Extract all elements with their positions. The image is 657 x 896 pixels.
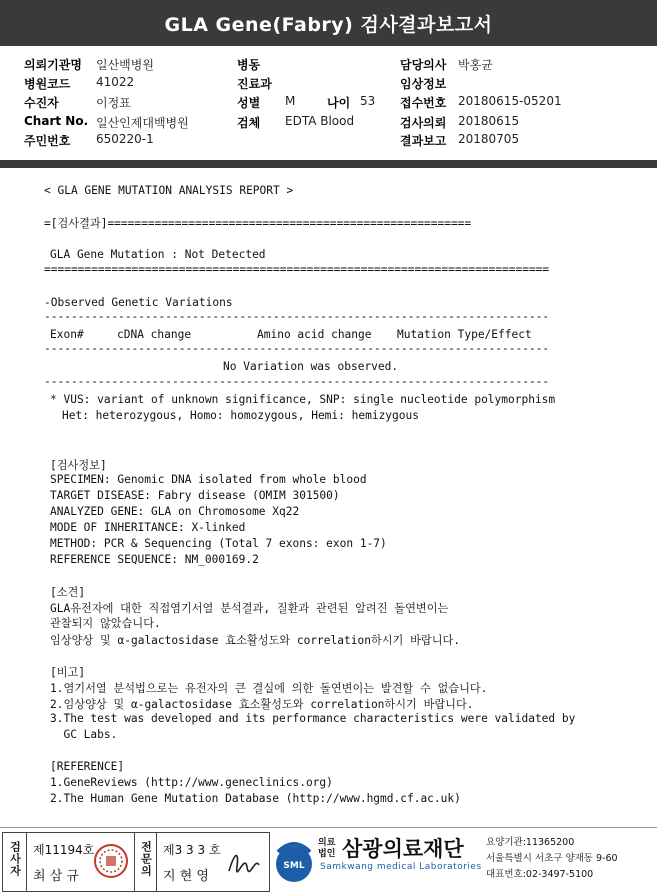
table-header-exon: Exon#: [50, 328, 84, 341]
tester-license: 제11194호: [33, 843, 95, 857]
institution-code: 요양기관:11365200: [486, 837, 575, 848]
remark-line: 3.The test was developed and its performance characteristics were validated by: [50, 712, 576, 725]
info-row: [0, 56, 657, 74]
info-label: Chart No.: [24, 114, 89, 128]
observed-title: -Observed Genetic Variations: [44, 296, 233, 309]
opinion-title: [소견]: [50, 586, 86, 599]
mutation-result: GLA Gene Mutation : Not Detected: [50, 248, 266, 261]
info-row: [0, 75, 657, 93]
info-value: 53: [360, 94, 376, 108]
signature-icon: [225, 847, 263, 877]
tester-seal-icon: [93, 843, 129, 879]
info-label: 담당의사: [400, 58, 447, 72]
info-label: 결과보고: [400, 134, 447, 148]
opinion-line: GLA유전자에 대한 직접염기서열 분석결과, 질환과 관련된 알려진 돌연변이는: [50, 602, 449, 615]
address: 서울특별시 서초구 양재동 9-60: [486, 853, 618, 864]
info-label: 진료과: [237, 77, 272, 91]
info-value: M: [285, 94, 296, 108]
info-value: 20180615: [458, 114, 520, 128]
reference-title: [REFERENCE]: [50, 760, 125, 773]
sml-logo-icon: [272, 838, 316, 884]
remark-line: GC Labs.: [50, 728, 118, 741]
info-row: [0, 94, 657, 112]
info-label: 임상정보: [400, 77, 447, 91]
specialist-name: 지 현 영: [163, 869, 209, 884]
single-rule: ---------------------------------------------------------------------------: [44, 375, 550, 388]
specialist-license: 제3 3 3 호: [163, 843, 221, 857]
info-label: 성별: [237, 96, 261, 110]
opinion-line: 관찰되지 않았습니다.: [50, 617, 161, 630]
info-line: METHOD: PCR & Sequencing (Total 7 exons: exon 1-7): [50, 537, 387, 550]
remark-line: 1.염기서열 분석법으로는 유전자의 큰 결실에 의한 돌연변이는 발견할 수 없습니다.: [50, 682, 488, 695]
no-variation-text: No Variation was observed.: [223, 360, 399, 373]
info-label: 나이: [327, 96, 351, 110]
info-line: MODE OF INHERITANCE: X-linked: [50, 521, 246, 534]
remark-line: 2.임상양상 및 α-galactosidase 효소활성도와 correlation하시기 바랍니다.: [50, 698, 474, 711]
info-value: 박홍균: [458, 58, 493, 72]
report-body: [0, 168, 657, 828]
report-heading: < GLA GENE MUTATION ANALYSIS REPORT >: [44, 184, 294, 197]
info-value: 20180615-05201: [458, 94, 562, 108]
cell-divider: [156, 833, 157, 891]
info-row: [0, 114, 657, 132]
info-label: 접수번호: [400, 96, 447, 110]
table-header-cdna: cDNA change: [117, 328, 192, 341]
info-label: 검사의뢰: [400, 116, 447, 130]
info-label: 검체: [237, 116, 261, 130]
info-line: ANALYZED GENE: GLA on Chromosome Xq22: [50, 505, 300, 518]
signature-box: [2, 832, 270, 892]
reference-line: 1.GeneReviews (http://www.geneclinics.org): [50, 776, 333, 789]
info-value: 20180705: [458, 132, 520, 146]
info-value: 650220-1: [96, 132, 154, 146]
result-header-label: =[검사결과]: [44, 217, 108, 230]
info-row: [0, 132, 657, 150]
info-section-title: [검사정보]: [50, 459, 107, 472]
info-line: TARGET DISEASE: Fabry disease (OMIM 301500): [50, 489, 340, 502]
info-label: 수진자: [24, 96, 59, 110]
single-rule: ---------------------------------------------------------------------------: [44, 342, 550, 355]
cell-divider: [134, 833, 135, 891]
table-header-mutation: Mutation Type/Effect: [397, 328, 532, 341]
info-value: EDTA Blood: [285, 114, 355, 128]
table-header-amino: Amino acid change: [257, 328, 372, 341]
tester-label: 검사자: [8, 841, 22, 877]
info-label: 병원코드: [24, 77, 71, 91]
remark-title: [비고]: [50, 666, 86, 679]
tester-name: 최 삼 규: [33, 869, 79, 884]
phone: 대표번호:02-3497-5100: [486, 869, 594, 880]
logo-text: SML: [283, 861, 305, 871]
info-label: 의뢰기관명: [24, 58, 82, 72]
info-line: SPECIMEN: Genomic DNA isolated from whole blood: [50, 473, 367, 486]
org-prefix: 의료 법인: [318, 838, 336, 859]
result-header: [44, 215, 471, 231]
header-separator: [0, 160, 657, 168]
specialist-label: 전문의: [139, 841, 153, 877]
het-note: Het: heterozygous, Homo: homozygous, Hemi: hemizygous: [62, 409, 419, 422]
footer: [0, 827, 657, 896]
report-title: GLA Gene(Fabry) 검사결과보고서: [0, 0, 657, 46]
double-rule: ===========================================================================: [44, 263, 550, 276]
org-english-name: Samkwang medical Laboratories: [320, 862, 482, 872]
opinion-line: 임상양상 및 α-galactosidase 효소활성도와 correlation하시기 바랍니다.: [50, 634, 461, 647]
info-value: 41022: [96, 75, 135, 89]
org-name: 삼광의료재단: [342, 837, 464, 861]
info-label: 병동: [237, 58, 261, 72]
info-line: REFERENCE SEQUENCE: NM_000169.2: [50, 553, 259, 566]
reference-line: 2.The Human Gene Mutation Database (http://www.hgmd.cf.ac.uk): [50, 792, 461, 805]
single-rule: ---------------------------------------------------------------------------: [44, 310, 550, 323]
cell-divider: [26, 833, 27, 891]
patient-info: [0, 46, 657, 160]
info-label: 주민번호: [24, 134, 71, 148]
info-value: 이정표: [96, 96, 131, 110]
vus-note: * VUS: variant of unknown significance, SNP: single nucleotide polymorphism: [50, 393, 556, 406]
info-value: 일산백병원: [96, 58, 154, 72]
double-rule: ======================================================: [107, 217, 472, 230]
info-value: 일산인제대백병원: [96, 116, 189, 130]
